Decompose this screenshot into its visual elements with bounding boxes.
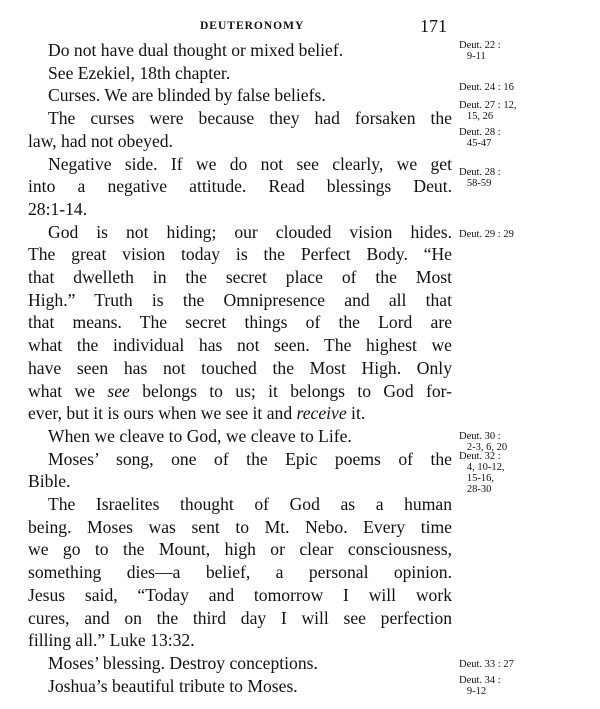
- text-span: Bible.: [28, 471, 71, 492]
- text-span: See Ezekiel, 18th chapter.: [48, 62, 231, 83]
- text-span: God is not hiding; our clouded vision hides.: [48, 221, 452, 242]
- italic-text: receive: [296, 403, 347, 424]
- text-line: [28, 585, 452, 605]
- text-span: that means. The secret things of the Lord are: [28, 312, 452, 333]
- text-line: [28, 358, 452, 378]
- text-line: [28, 608, 452, 628]
- text-line: [48, 85, 452, 105]
- margin-note: Deut. 27 : 12, 15, 26: [459, 100, 517, 122]
- text-span: The Israelites thought of God as a human: [48, 494, 452, 514]
- text-line: [48, 154, 452, 174]
- text-line: [48, 494, 452, 514]
- text-line: [28, 381, 452, 401]
- text-span: When we cleave to God, we cleave to Life.: [48, 425, 352, 446]
- text-span: belongs to us; it belongs to God for-: [129, 380, 452, 401]
- text-span: have seen has not touched the Most High. Only: [28, 357, 452, 378]
- text-line: [48, 449, 452, 469]
- running-title: DEUTERONOMY: [200, 20, 305, 32]
- text-span: The great vision today is the Perfect Body. “He: [28, 244, 452, 265]
- text-line: [48, 653, 452, 673]
- text-line: [48, 40, 452, 60]
- text-line: [48, 108, 452, 128]
- text-span: being. Moses was sent to Mt. Nebo. Every time: [28, 516, 452, 537]
- page-number: 171: [420, 16, 447, 36]
- text-line: [28, 471, 452, 491]
- text-line: [48, 676, 452, 696]
- text-span: what we: [28, 380, 108, 401]
- text-span: Do not have dual thought or mixed belief.: [48, 40, 344, 60]
- text-line: [28, 199, 452, 219]
- text-line: [48, 222, 452, 242]
- text-span: 28:1-14.: [28, 198, 88, 219]
- text-line: [28, 539, 452, 559]
- text-span: that dwelleth in the secret place of the Most: [28, 267, 452, 287]
- margin-note: Deut. 29 : 29: [459, 229, 514, 240]
- text-line: [28, 131, 452, 151]
- italic-text: see: [107, 380, 130, 401]
- text-line: [28, 562, 452, 582]
- text-line: [28, 290, 452, 310]
- margin-note: Deut. 28 : 45-47: [459, 127, 501, 149]
- margin-note: Deut. 33 : 27: [459, 659, 514, 670]
- text-line: [28, 312, 452, 332]
- text-line: [28, 335, 452, 355]
- text-span: Joshua’s beautiful tribute to Moses.: [48, 675, 298, 696]
- text-line: [48, 63, 452, 83]
- margin-note: Deut. 30 : 2-3, 6, 20: [459, 431, 508, 453]
- text-line: [28, 176, 452, 196]
- margin-note: Deut. 22 : 9-11: [459, 40, 501, 62]
- text-span: Moses’ song, one of the Epic poems of the: [48, 448, 452, 469]
- text-span: into a negative attitude. Read blessings Deut.: [28, 176, 452, 197]
- text-span: The curses were because they had forsaken the: [48, 108, 452, 129]
- text-span: ever, but it is ours when we see it and: [28, 403, 297, 424]
- text-line: [28, 517, 452, 537]
- text-line: [48, 426, 452, 446]
- text-line: [28, 630, 452, 650]
- text-span: Moses’ blessing. Destroy conceptions.: [48, 652, 318, 673]
- text-span: Negative side. If we do not see clearly, we get: [48, 153, 452, 174]
- text-span: what the individual has not seen. The highest we: [28, 335, 452, 356]
- text-span: cures, and on the third day I will see perfection: [28, 607, 452, 628]
- text-span: it.: [346, 403, 366, 424]
- text-span: High.” Truth is the Omnipresence and all that: [28, 289, 452, 310]
- text-span: we go to the Mount, high or clear consciousness,: [28, 539, 452, 560]
- margin-note: Deut. 24 : 16: [459, 82, 514, 93]
- text-span: Jesus said, “Today and tomorrow I will work: [28, 584, 452, 605]
- text-line: [28, 267, 452, 287]
- text-span: something dies—a belief, a personal opinion.: [28, 562, 452, 583]
- text-line: [28, 403, 452, 423]
- margin-note: Deut. 28 : 58-59: [459, 167, 501, 189]
- text-span: law, had not obeyed.: [28, 130, 173, 151]
- margin-note: Deut. 32 : 4, 10-12, 15-16, 28-30: [459, 451, 505, 495]
- text-line: [28, 244, 452, 264]
- text-span: Curses. We are blinded by false beliefs.: [48, 85, 326, 106]
- text-span: filling all.” Luke 13:32.: [28, 630, 195, 651]
- margin-note: Deut. 34 : 9-12: [459, 675, 501, 697]
